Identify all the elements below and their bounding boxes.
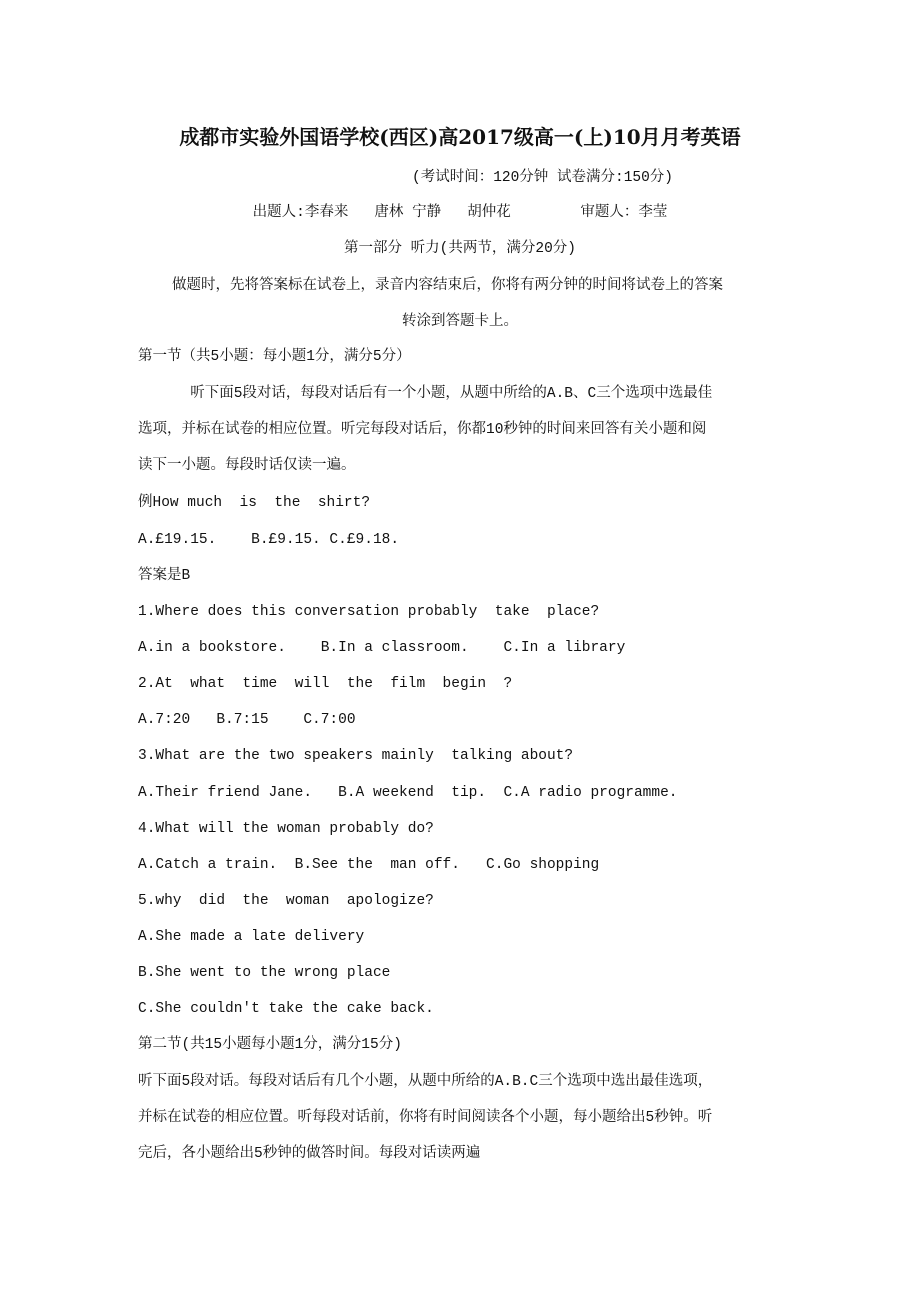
question: 3.What are the two speakers mainly talking about? [138,748,574,764]
part1-heading: 第一部分 听力(共两节，满分20分) [343,241,576,257]
question: 5.why did the woman apologize? [138,893,434,909]
example-answer: 答案是B [138,568,191,584]
part1-instructions: 做题时，先将答案标在试卷上，录音内容结束后，你将有两分钟的时间将试卷上的答案 [172,278,723,294]
section1-instructions: 听下面5段对话，每段对话后有一个小题，从题中所给的A.B、C三个选项中选最佳 [138,386,713,402]
example-options: A.£19.15. B.£9.15. C.£9.18. [138,532,400,548]
section2-heading: 第二节(共15小题每小题1分，满分15分) [138,1037,402,1053]
question: 1.Where does this conversation probably take place? [138,604,600,620]
question-option: B.She went to the wrong place [138,965,391,981]
section2-instructions: 听下面5段对话。每段对话后有几个小题，从题中所给的A.B.C三个选项中选出最佳选项， [138,1074,713,1090]
authors: 出题人:李春来 唐林 宁静 胡仲花 审题人：李莹 [252,205,668,221]
exam-info: (考试时间：120分钟 试卷满分:150分) [412,170,674,186]
section1-instructions: 读下一小题。每段时话仅读一遍。 [138,458,356,474]
question-options: A.Catch a train. B.See the man off. C.Go shopping [138,857,600,873]
section1-heading: 第一节（共5小题：每小题1分，满分5分） [138,349,411,365]
section2-instructions: 完后，各小题给出5秒钟的做答时间。每段对话读两遍 [138,1146,481,1162]
question: 2.At what time will the film begin ? [138,676,513,692]
example-question: 例How much is the shirt? [138,495,371,511]
page-title: 成都市实验外国语学校(西区)高2017级高一(上)10月月考英语 [179,125,741,149]
question-options: A.Their friend Jane. B.A weekend tip. C.A radio programme. [138,785,678,801]
question-option: A.She made a late delivery [138,929,365,945]
question-options: A.in a bookstore. B.In a classroom. C.In a library [138,640,626,656]
part1-instructions: 转涂到答题卡上。 [402,314,518,330]
question-option: C.She couldn't take the cake back. [138,1001,434,1017]
question: 4.What will the woman probably do? [138,821,434,837]
question-options: A.7:20 B.7:15 C.7:00 [138,712,356,728]
section2-instructions: 并标在试卷的相应位置。听每段对话前，你将有时间阅读各个小题，每小题给出5秒钟。听 [138,1110,713,1126]
section1-instructions: 选项，并标在试卷的相应位置。听完每段对话后，你都10秒钟的时间来回答有关小题和阅 [138,422,707,438]
